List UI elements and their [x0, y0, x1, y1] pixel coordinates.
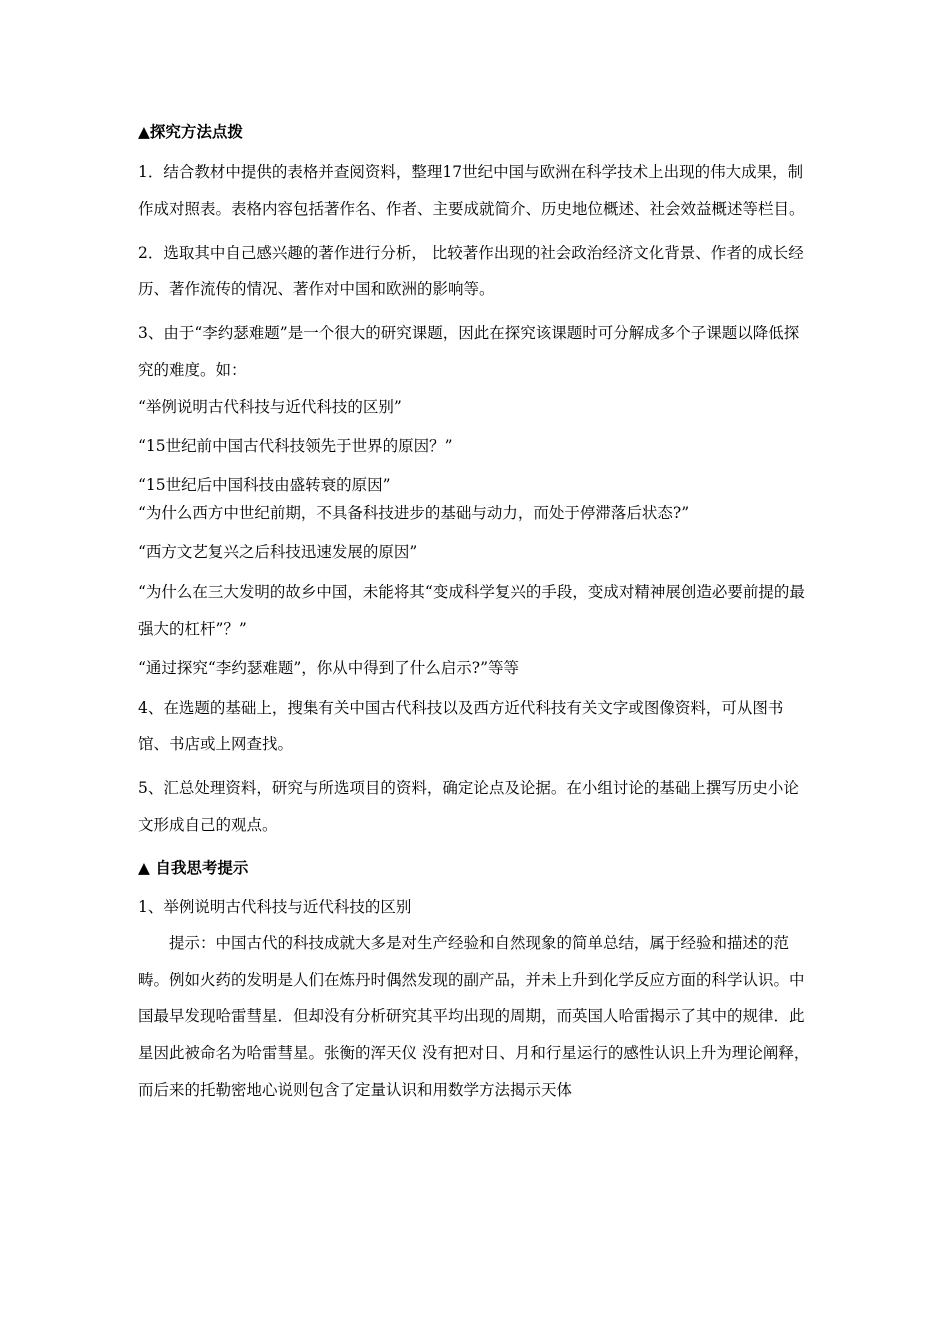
- quote-line: “举例说明古代科技与近代科技的区别”: [138, 398, 402, 417]
- paragraph: 3、由于“李约瑟难题”是一个很大的研究课题，因此在探究该课题时可分解成多个子课题以降低探究的难度。如：: [138, 324, 800, 380]
- hint-text: 提示：中国古代的科技成就大多是对生产经验和自然现象的简单总结，属于经验和描述的范畴。例如火药的发明是人们在炼丹时偶然发现的副产品，并未上升到化学反应方面的科学认识。中国最早发现哈雷彗星．但却没有分析研究其平均出现的周期，而英国人哈雷揭示了其中的规律．此星因此被命名为哈雷彗星。张衡的浑天仪 没有把对日、月和行星运行的感性认识上升为理论阐释，而后来的托勒密地心说则包含了定量认识和用数学方法揭示天体: [138, 933, 810, 1100]
- quote-long: [138, 574, 814, 648]
- hint-paragraph: [138, 925, 814, 1109]
- method-item-4: [138, 690, 814, 764]
- document-page: [138, 120, 814, 1121]
- quote-line: “西方文艺复兴之后科技迅速发展的原因”: [138, 543, 418, 562]
- quote-line: “通过探究“李约瑟难题”，你从中得到了什么启示?”等等: [138, 658, 520, 677]
- quote-line: “为什么在三大发明的故乡中国，未能将其“变成科学复兴的手段，变成对精神展创造必要前提的最强大的杠杆”？”: [138, 583, 805, 638]
- section-heading-self-thinking: ▲ 自我思考提示: [138, 858, 249, 878]
- paragraph: 1．结合教材中提供的表格并查阅资料，整理17世纪中国与欧洲在科学技术上出现的伟大成果，制作成对照表。表格内容包括著作名、作者、主要成就简介、历史地位概述、社会效益概述等栏目。: [138, 162, 805, 218]
- paragraph: 5、汇总处理资料，研究与所选项目的资料，确定论点及论据。在小组讨论的基础上撰写历史小论文形成自己的观点。: [138, 779, 799, 835]
- method-item-5: [138, 770, 814, 844]
- method-item-1: [138, 154, 814, 228]
- quote-line: “15世纪后中国科技由盛转衰的原因”: [138, 475, 391, 494]
- method-item-2: [138, 235, 814, 309]
- quote-line: “15世纪前中国古代科技领先于世界的原因？”: [138, 436, 453, 455]
- paragraph: 2．选取其中自己感兴趣的著作进行分析， 比较著作出现的社会政治经济文化背景、作者的成长经历、著作流传的情况、著作对中国和欧洲的影响等。: [138, 243, 804, 299]
- question-line: 1、举例说明古代科技与近代科技的区别: [138, 897, 412, 916]
- paragraph: 4、在选题的基础上，搜集有关中国古代科技以及西方近代科技有关文字或图像资料，可从图书馆、书店或上网查找。: [138, 698, 784, 754]
- method-item-3: [138, 315, 814, 389]
- section-heading-method: ▲探究方法点拨: [138, 122, 243, 141]
- quote-line: “为什么西方中世纪前期，不具备科技进步的基础与动力，而处于停滞落后状态?”: [138, 504, 690, 523]
